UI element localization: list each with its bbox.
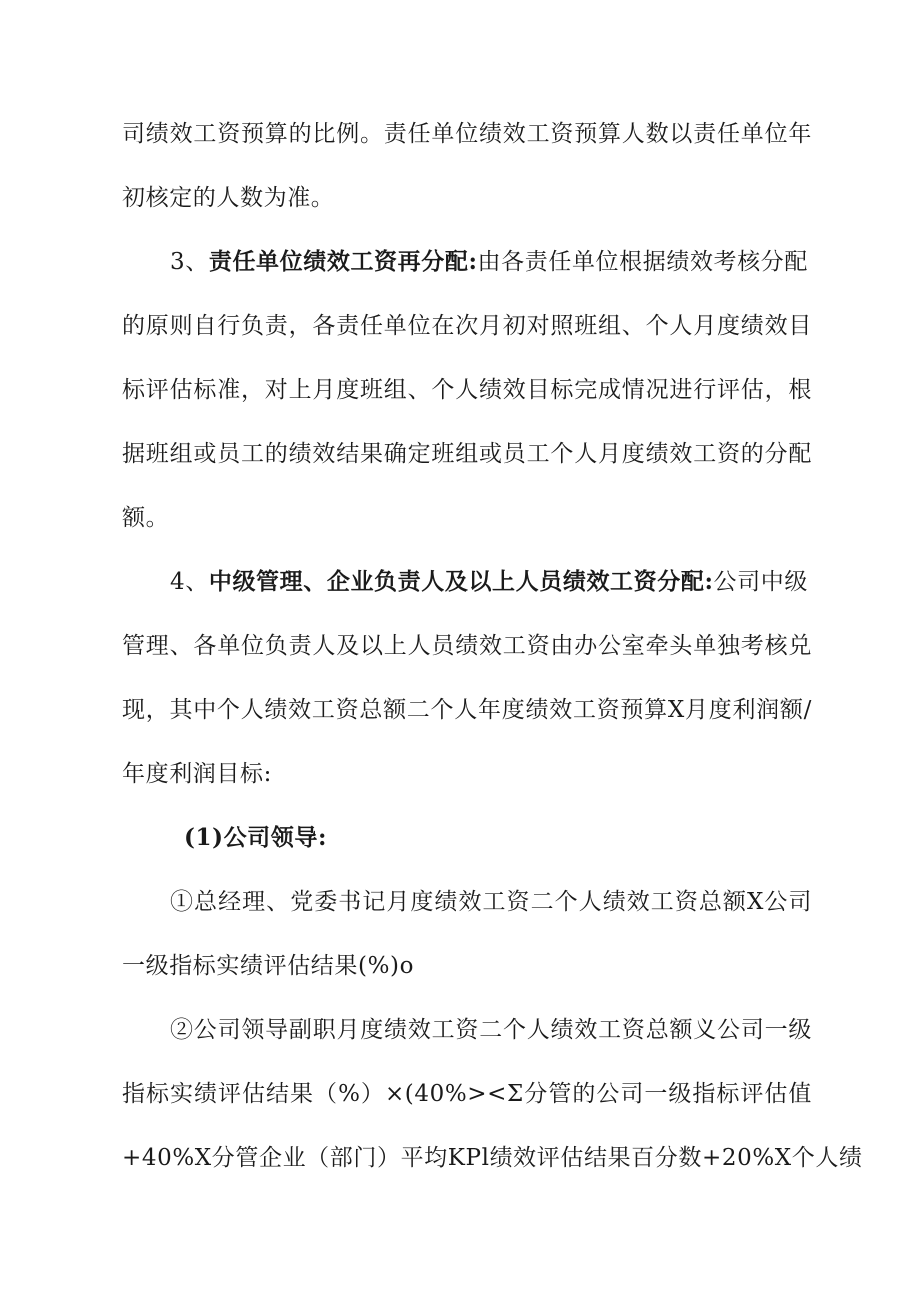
item-1-line-1: ①总经理、党委书记月度绩效工资二个人绩效工资总额X公司 [170,889,812,915]
subsection-heading-company-leaders: (1)公司领导: [184,824,328,851]
item-1-line-2: 一级指标实绩评估结果(%)o [122,953,415,979]
paragraph-3-line-5: 额。 [122,505,170,531]
item-2-line-3: +40%X分管企业（部门）平均KPl绩效评估结果百分数+20%X个人绩 [122,1145,863,1171]
section-heading-3: 责任单位绩效工资再分配: [208,248,478,275]
paragraph-3-line-4: 据班组或员工的绩效结果确定班组或员工个人月度绩效工资的分配 [122,441,812,467]
paragraph-4-line-2: 管理、各单位负责人及以上人员绩效工资由办公室牵头单独考核兑 [122,633,812,659]
paragraph-3-line-3: 标评估标准，对上月度班组、个人绩效目标完成情况进行评估，根 [122,377,812,403]
paragraph-4-line-1-text: 公司中级 [713,569,808,595]
paragraph-4-line-3: 现，其中个人绩效工资总额二个人年度绩效工资预算X月度利润额/ [122,697,812,723]
paragraph-3-line-2: 的原则自行负责，各责任单位在次月初对照班组、个人月度绩效目 [122,313,812,339]
paragraph-3-first-line [170,246,812,278]
paragraph-4-line-4: 年度利润目标: [122,761,272,787]
paragraph-1-line-2: 初核定的人数为准。 [122,185,335,211]
item-2-line-1: ②公司领导副职月度绩效工资二个人绩效工资总额义公司一级 [170,1017,812,1043]
section-number-3: 3、 [170,249,209,275]
paragraph-3-line-1-text: 由各责任单位根据绩效考核分配 [477,249,808,275]
section-number-4: 4、 [170,569,209,595]
section-heading-4: 中级管理、企业负责人及以上人员绩效工资分配: [208,568,714,595]
item-2-line-2: 指标实绩评估结果（%）×(40%><Σ分管的公司一级指标评估值 [122,1081,812,1107]
paragraph-4-first-line [170,566,812,598]
paragraph-1-line-1: 司绩效工资预算的比例。责任单位绩效工资预算人数以责任单位年 [122,121,812,147]
